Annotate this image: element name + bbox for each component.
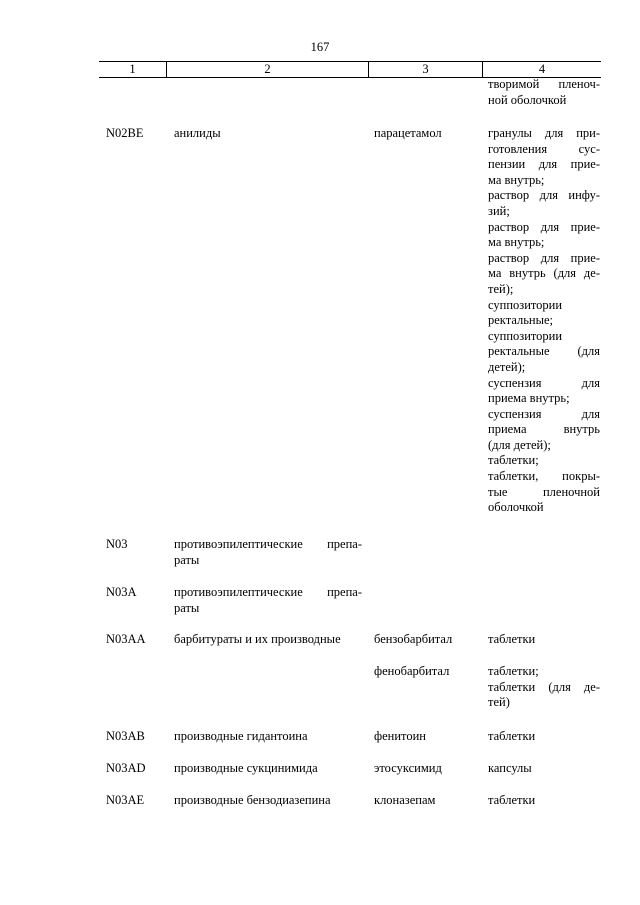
group-name-line: барбитураты и их производные [174, 632, 341, 646]
group-name-line: производные сукцинимида [174, 761, 318, 775]
group-name-line: раты [174, 600, 200, 615]
dosage-form-line: раствор для прие- [488, 250, 600, 265]
group-name-line: противоэпилептические препа- [174, 537, 362, 551]
header-col-1: 1 [129, 62, 136, 76]
drug-name: парацетамол [374, 126, 442, 140]
dosage-form-line: готовления сус- [488, 141, 600, 156]
dosage-forms [488, 632, 600, 648]
dosage-form-line: ма внутрь; [488, 235, 545, 250]
group-name-line: анилиды [174, 126, 221, 140]
dosage-form-line: тые пленочной [488, 484, 600, 499]
dosage-forms [488, 664, 600, 711]
atc-code: N03AD [106, 761, 146, 775]
header-col-2: 2 [166, 62, 368, 77]
drug-name: фенитоин [374, 729, 426, 743]
dosage-form-line: пензии для прие- [488, 157, 600, 172]
dosage-form-line: тей); [488, 281, 514, 296]
dosage-forms [488, 729, 600, 745]
atc-code: N03 [106, 537, 128, 551]
dosage-form-line: раствор для инфу- [488, 188, 600, 203]
dosage-form-line: таблетки [488, 793, 536, 807]
dosage-form-line: тей) [488, 695, 510, 710]
group-name-line: производные гидантоина [174, 729, 308, 743]
group-name [174, 729, 362, 745]
dosage-form-line: (для детей); [488, 437, 551, 452]
page-number: 167 [310, 40, 330, 54]
atc-code: N03AB [106, 729, 145, 743]
group-name [174, 126, 362, 142]
dosage-form-line: детей); [488, 359, 526, 374]
dosage-form-line: ма внутрь (для де- [488, 266, 600, 281]
group-name [174, 585, 362, 616]
dosage-form-line: суспензия для [488, 375, 600, 390]
header-col-3: 3 [368, 62, 482, 77]
dosage-form-line: ректальные (для [488, 344, 600, 359]
dosage-form-line: таблетки; [488, 664, 539, 678]
drug-name: этосуксимид [374, 761, 442, 775]
dosage-form-line: капсулы [488, 761, 532, 775]
dosage-form-line: суспензия для [488, 406, 600, 421]
table-header [99, 61, 601, 78]
dosage-form-line: ма внутрь; [488, 172, 545, 187]
drug-name: клоназепам [374, 793, 436, 807]
dosage-form-line: гранулы для при- [488, 126, 600, 140]
dosage-form-line: приема внутрь; [488, 391, 570, 406]
dosage-form-line: приема внутрь [488, 422, 600, 437]
dosage-form-line: таблетки [488, 729, 536, 743]
drug-name: бензобарбитал [374, 632, 453, 646]
atc-code: N02BE [106, 126, 144, 140]
dosage-form-line: таблетки [488, 632, 536, 646]
group-name-line: противоэпилептические препа- [174, 585, 362, 599]
header-col-4: 4 [482, 62, 601, 77]
continued-form-line: ной оболочкой [488, 92, 567, 107]
dosage-form-line: суппозитории [488, 328, 563, 343]
dosage-form-line: суппозитории [488, 297, 563, 312]
dosage-forms [488, 793, 600, 809]
atc-code: N03AE [106, 793, 145, 807]
atc-code: N03A [106, 585, 137, 599]
dosage-form-line: таблетки (для де- [488, 679, 600, 694]
dosage-form-line: ректальные; [488, 313, 554, 328]
dosage-form-line: таблетки, покры- [488, 469, 600, 484]
dosage-form-line: раствор для прие- [488, 219, 600, 234]
drug-name: фенобарбитал [374, 664, 450, 678]
group-name [174, 793, 362, 809]
group-name-line: раты [174, 552, 200, 567]
dosage-form-line: зий; [488, 203, 510, 218]
continued-form-cell [488, 77, 600, 108]
dosage-form-line: таблетки; [488, 453, 539, 468]
continued-form-line: творимой пленоч- [488, 77, 600, 91]
group-name [174, 632, 362, 648]
atc-code: N03AA [106, 632, 146, 646]
dosage-form-line: оболочкой [488, 500, 544, 515]
dosage-forms [488, 761, 600, 777]
group-name [174, 761, 362, 777]
dosage-forms [488, 126, 600, 516]
group-name [174, 537, 362, 568]
group-name-line: производные бензодиазепина [174, 793, 331, 807]
